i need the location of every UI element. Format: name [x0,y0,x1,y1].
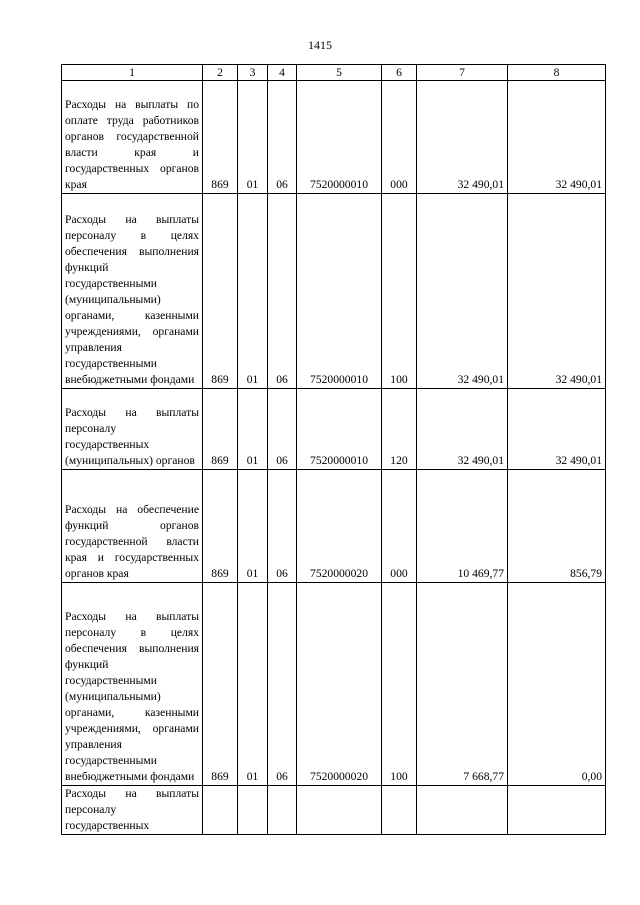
row-amount-8: 0,00 [508,583,606,786]
row-expense-type: 000 [382,81,417,194]
header-col-8: 8 [508,65,606,81]
row-amount-7: 7 668,77 [417,583,508,786]
row-subsection-code: 06 [268,470,297,583]
row-section-code: 01 [238,194,268,389]
table-row [62,194,606,389]
table-row [62,81,606,194]
row-subsection-code: 06 [268,194,297,389]
budget-table [61,64,606,835]
row-target-code: 7520000010 [297,194,382,389]
row-amount-7 [417,786,508,835]
row-ministry-code: 869 [203,583,238,786]
row-name: Расходы на выплаты персоналу в целях обеспечения выполнения функций государственными (муниципальными) органами, казенными учреждениями, органами управления государственными внебюджетными фондами [62,583,203,786]
header-col-4: 4 [268,65,297,81]
row-ministry-code [203,786,238,835]
row-amount-8: 32 490,01 [508,194,606,389]
row-subsection-code: 06 [268,583,297,786]
row-name: Расходы на выплаты персоналу в целях обеспечения выполнения функций государственными (муниципальными) органами, казенными учреждениями, органами управления государственными внебюджетными фондами [62,194,203,389]
table-row [62,389,606,470]
table-row [62,583,606,786]
row-amount-7: 32 490,01 [417,389,508,470]
row-expense-type: 000 [382,470,417,583]
header-col-5: 5 [297,65,382,81]
row-amount-7: 32 490,01 [417,194,508,389]
row-target-code: 7520000010 [297,389,382,470]
row-name: Расходы на выплаты по оплате труда работников органов государственной власти края и государственных органов края [62,81,203,194]
header-col-6: 6 [382,65,417,81]
row-amount-8: 856,79 [508,470,606,583]
header-col-1: 1 [62,65,203,81]
row-section-code: 01 [238,470,268,583]
row-expense-type: 120 [382,389,417,470]
row-expense-type: 100 [382,583,417,786]
row-amount-8 [508,786,606,835]
row-expense-type: 100 [382,194,417,389]
row-amount-7: 10 469,77 [417,470,508,583]
row-ministry-code: 869 [203,81,238,194]
table-row [62,786,606,835]
row-target-code [297,786,382,835]
row-section-code [238,786,268,835]
header-col-3: 3 [238,65,268,81]
row-target-code: 7520000020 [297,583,382,786]
row-section-code: 01 [238,583,268,786]
row-ministry-code: 869 [203,194,238,389]
row-name: Расходы на обеспечение функций органов государственной власти края и государственных органов края [62,470,203,583]
row-subsection-code [268,786,297,835]
table-row [62,470,606,583]
header-col-2: 2 [203,65,238,81]
row-section-code: 01 [238,389,268,470]
row-amount-8: 32 490,01 [508,389,606,470]
header-row [62,65,606,81]
row-name: Расходы на выплаты персоналу государственных [62,786,203,835]
row-amount-7: 32 490,01 [417,81,508,194]
row-target-code: 7520000020 [297,470,382,583]
row-section-code: 01 [238,81,268,194]
row-expense-type [382,786,417,835]
row-target-code: 7520000010 [297,81,382,194]
row-name: Расходы на выплаты персоналу государственных (муниципальных) органов [62,389,203,470]
row-subsection-code: 06 [268,389,297,470]
row-subsection-code: 06 [268,81,297,194]
header-col-7: 7 [417,65,508,81]
page-number: 1415 [308,38,332,52]
row-ministry-code: 869 [203,389,238,470]
row-ministry-code: 869 [203,470,238,583]
row-amount-8: 32 490,01 [508,81,606,194]
